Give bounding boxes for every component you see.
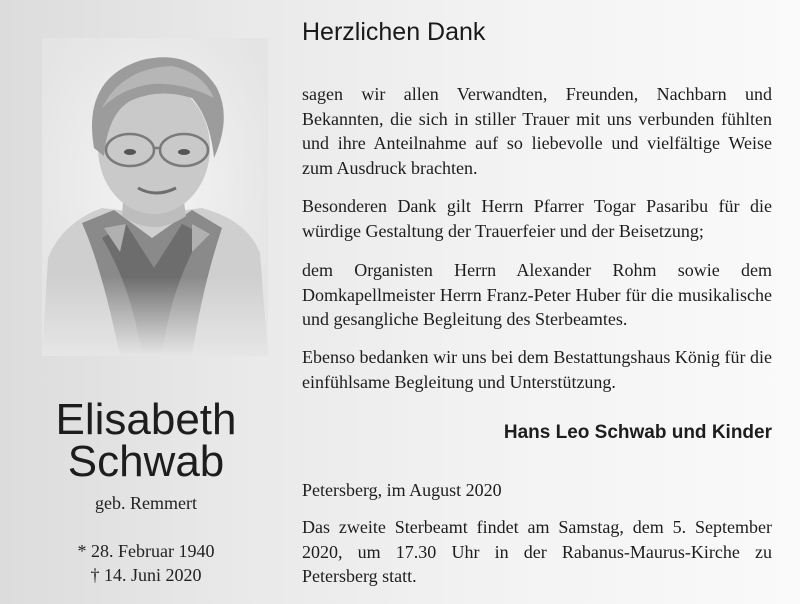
- memorial-service-info: Das zweite Sterbeamt findet am Samstag, dem 5. September 2020, um 17.30 Uhr in der Rabanus-Maurus-Kirche zu Petersberg statt.: [302, 517, 772, 586]
- thanks-paragraph: dem Organisten Herrn Alexander Rohm sowie dem Domkapellmeister Herrn Franz-Peter Huber für die musikalische und gesangliche Begleitung des Sterbeamtes.: [302, 260, 772, 329]
- death-date: † 14. Juni 2020: [90, 565, 202, 585]
- place-and-date: Petersberg, im August 2020: [302, 480, 502, 500]
- thanks-text-panel: [302, 0, 772, 604]
- notice-heading: Herzlichen Dank: [302, 18, 486, 46]
- family-signature: Hans Leo Schwab und Kinder: [503, 422, 772, 443]
- thanks-paragraph: Besonderen Dank gilt Herrn Pfarrer Togar Pasaribu für die würdige Gestaltung der Trauerfeier und der Beisetzung;: [302, 196, 772, 241]
- birth-name: geb. Remmert: [95, 493, 197, 513]
- thanks-paragraph: Ebenso bedanken wir uns bei dem Bestattungshaus König für die einfühlsame Begleitung und Unterstützung.: [302, 347, 772, 392]
- thanks-paragraph: sagen wir allen Verwandten, Freunden, Nachbarn und Bekannten, die sich in stiller Trauer mit uns verbunden fühlten und ihre Anteilnahme auf so liebevolle und vielfältige Weise zum Ausdruck brachten.: [302, 84, 772, 178]
- deceased-panel: [0, 0, 286, 604]
- portrait-photo: [42, 38, 268, 356]
- deceased-first-name: Elisabeth: [55, 395, 237, 444]
- deceased-last-name: Schwab: [67, 437, 225, 486]
- birth-date: * 28. Februar 1940: [77, 541, 215, 561]
